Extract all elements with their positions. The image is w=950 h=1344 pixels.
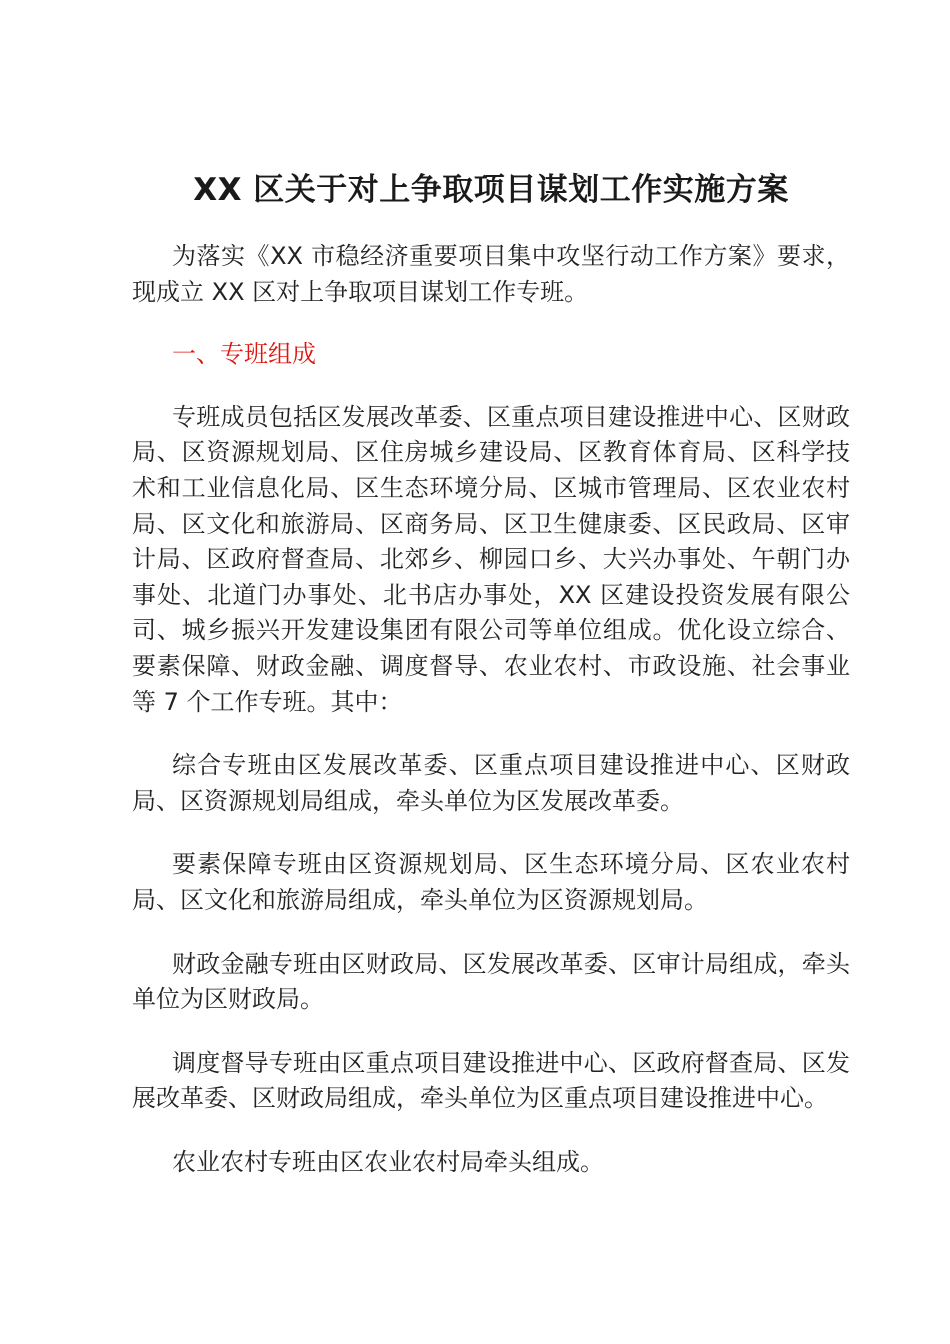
team-paragraph-supervision: 调度督导专班由区重点项目建设推进中心、区政府督查局、区发展改革委、区财政局组成，牵头单位为区重点项目建设推进中心。 xyxy=(132,1048,850,1113)
section-heading-team-composition: 一、专班组成 xyxy=(172,340,316,369)
document-page xyxy=(132,168,850,1180)
intro-paragraph: 为落实《XX 市稳经济重要项目集中攻坚行动工作方案》要求，现成立 XX 区对上争取项目谋划工作专班。 xyxy=(132,242,850,306)
team-paragraph-finance: 财政金融专班由区财政局、区发展改革委、区审计局组成，牵头单位为区财政局。 xyxy=(132,949,850,1014)
document-title: XX 区关于对上争取项目谋划工作实施方案 xyxy=(193,172,789,208)
team-paragraph-agriculture: 农业农村专班由区农业农村局牵头组成。 xyxy=(172,1147,604,1176)
team-paragraph-factor-guarantee: 要素保障专班由区资源规划局、区生态环境分局、区农业农村局、区文化和旅游局组成，牵头单位为区资源规划局。 xyxy=(132,850,850,914)
members-paragraph: 专班成员包括区发展改革委、区重点项目建设推进中心、区财政局、区资源规划局、区住房城乡建设局、区教育体育局、区科学技术和工业信息化局、区生态环境分局、区城市管理局、区农业农村局、区文化和旅游局、区商务局、区卫生健康委、区民政局、区审计局、区政府督查局、北郊乡、柳园口乡、大兴办事处、午朝门办事处、北道门办事处、北书店办事处，XX 区建设投资发展有限公司、城乡振兴开发建设集团有限公司等单位组成。优化设立综合、要素保障、财政金融、调度督导、农业农村、市政设施、社会事业等 7 个工作专班。其中： xyxy=(132,402,850,716)
team-paragraph-general: 综合专班由区发展改革委、区重点项目建设推进中心、区财政局、区资源规划局组成，牵头单位为区发展改革委。 xyxy=(132,751,850,815)
